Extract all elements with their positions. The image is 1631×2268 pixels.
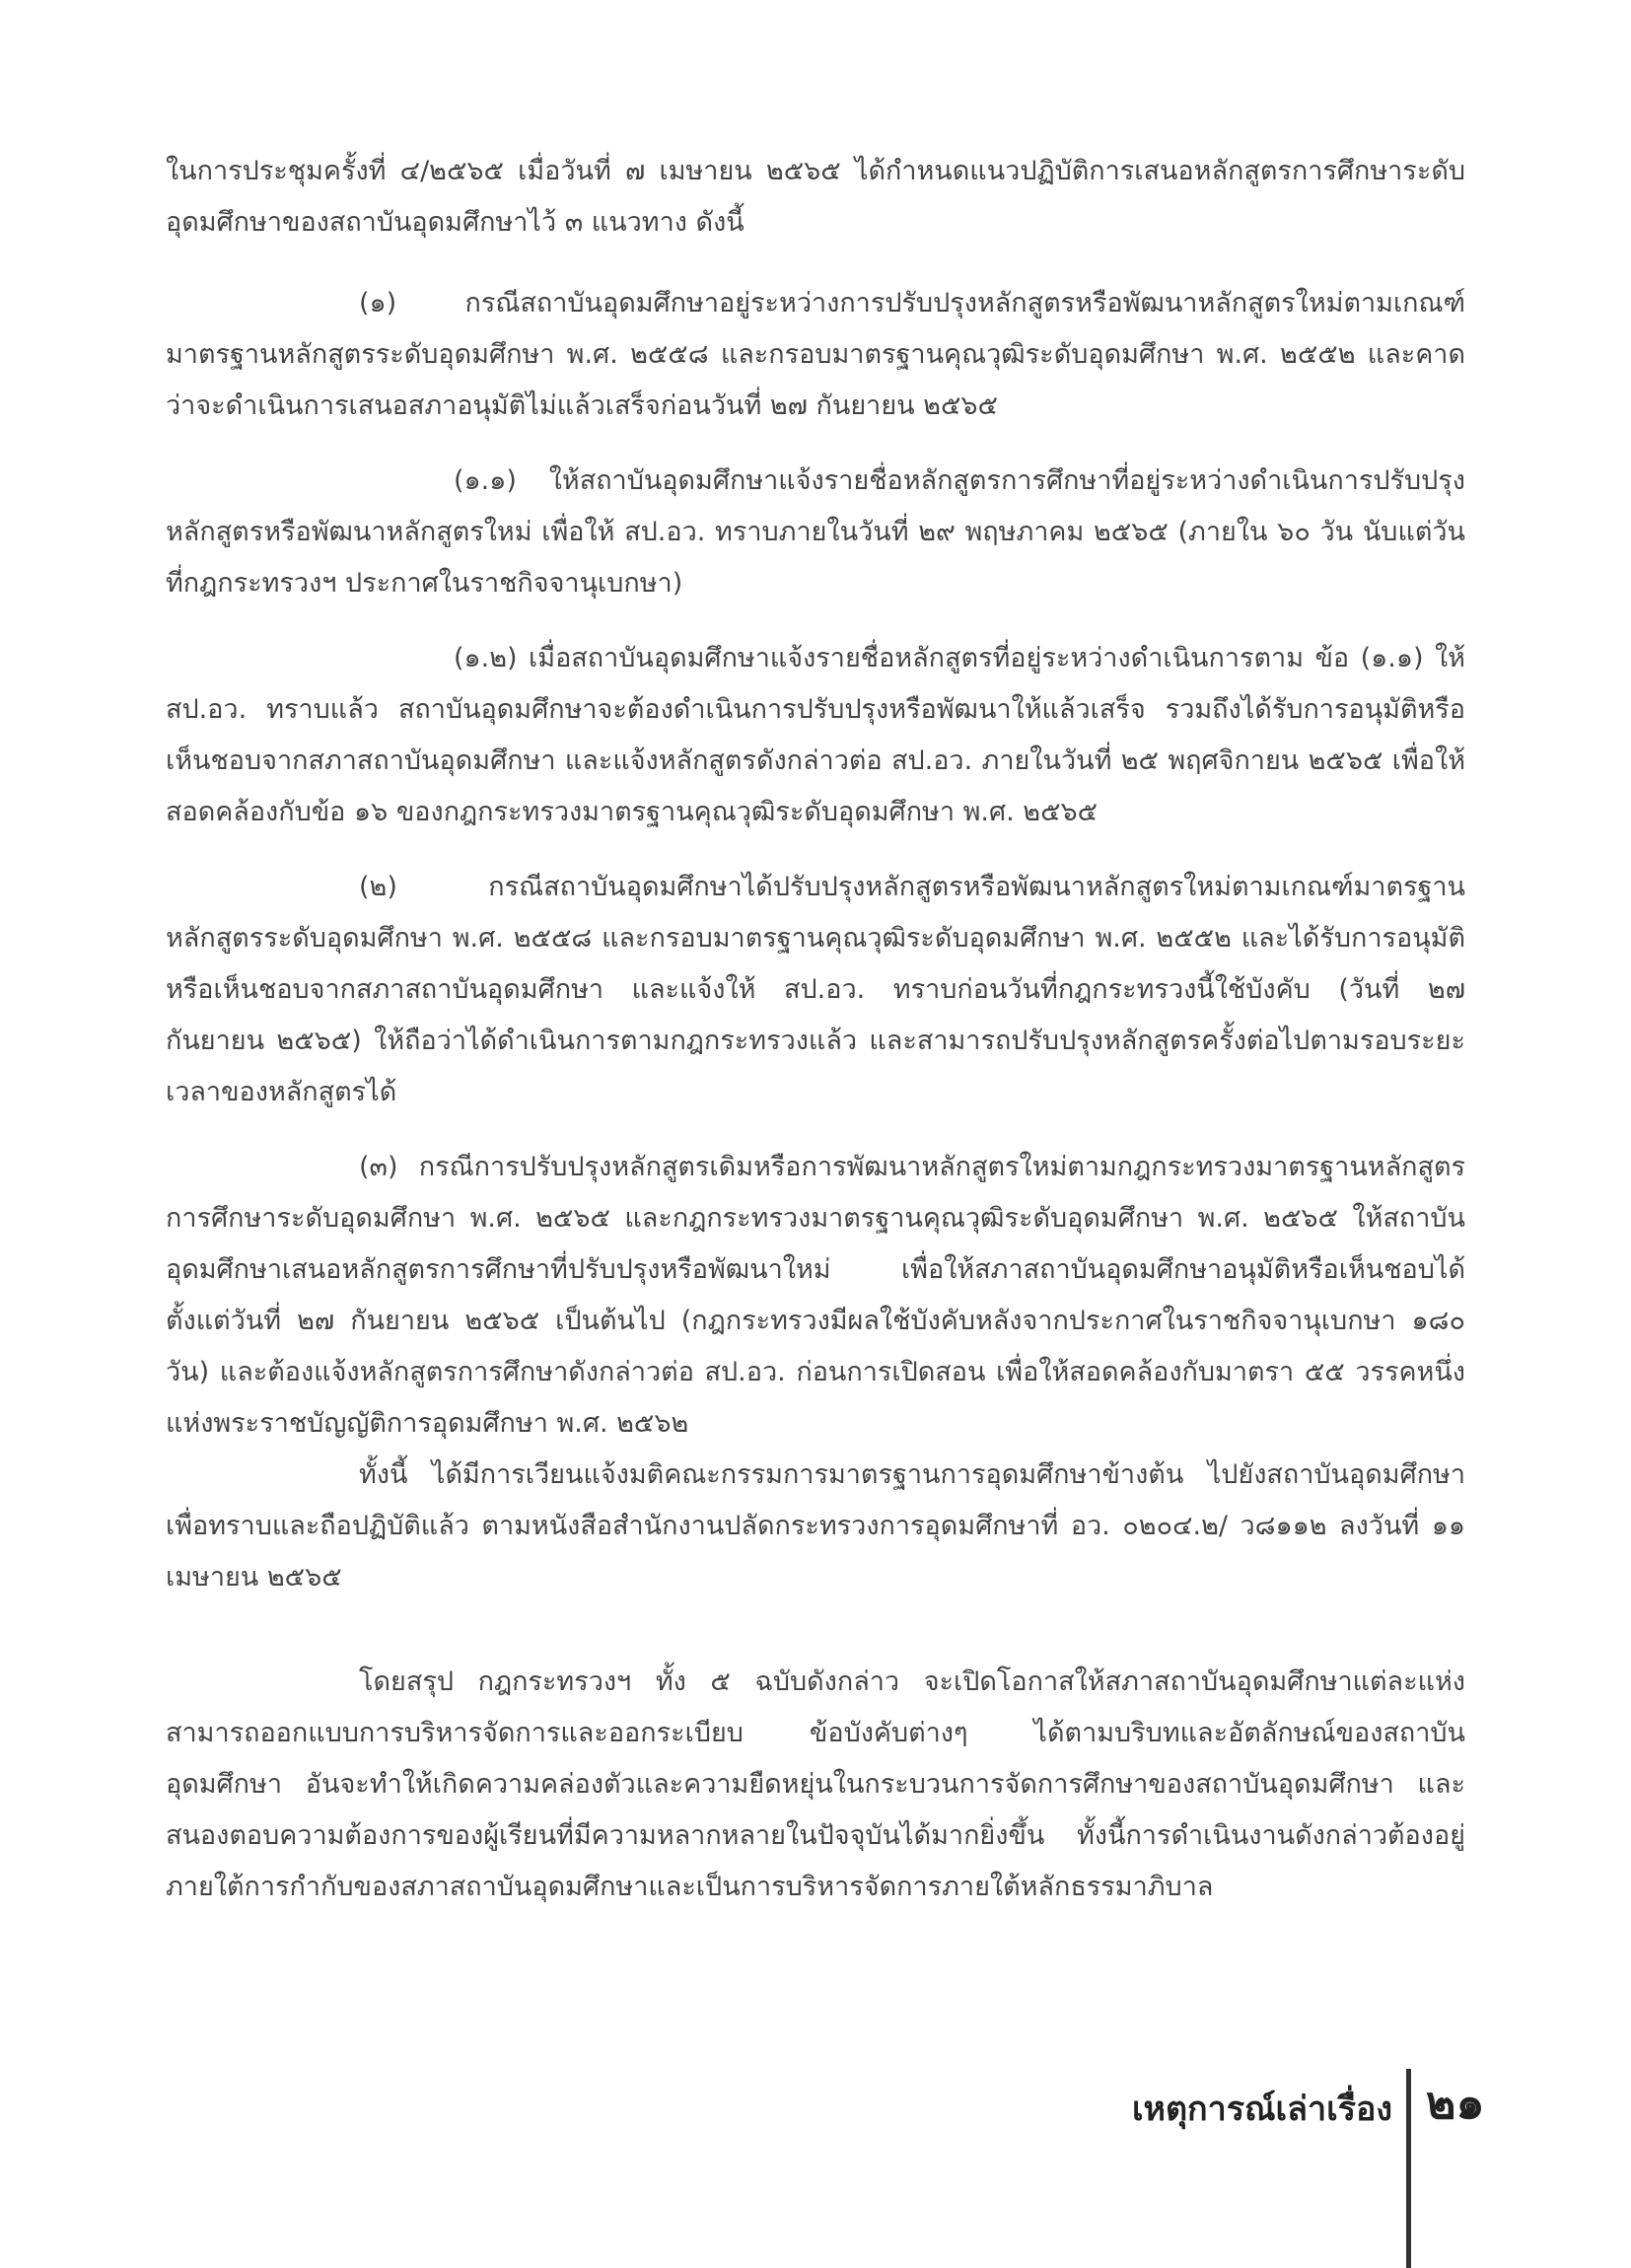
paragraph-intro: ในการประชุมครั้งที่ ๔/๒๕๖๕ เมื่อวันที่ ๗ เมษายน ๒๕๖๕ ได้กำหนดแนวปฏิบัติการเสนอหลักสูตรการศึกษาระดับอุดมศึกษาของสถาบันอุดมศึกษาไว้ ๓ แนวทาง ดังนี้ xyxy=(166,156,1465,238)
footer-section-title: เหตุการณ์เล่าเรื่อง xyxy=(1131,2090,1392,2129)
paragraph-case-2: (๒) กรณีสถาบันอุดมศึกษาได้ปรับปรุงหลักสูตรหรือพัฒนาหลักสูตรใหม่ตามเกณฑ์มาตรฐานหลักสูตรระดับอุดมศึกษา พ.ศ. ๒๕๕๘ และกรอบมาตรฐานคุณวุฒิระดับอุดมศึกษา พ.ศ. ๒๕๕๒ และได้รับการอนุมัติหรือเห็นชอบจากสภาสถาบันอุดมศึกษา และแจ้งให้ สป.อว. ทราบก่อนวันที่กฎกระทรวงนี้ใช้บังคับ (วันที่ ๒๗ กันยายน ๒๕๖๕) ให้ถือว่าได้ดำเนินการตามกฎกระทรวงแล้ว และสามารถปรับปรุงหลักสูตรครั้งต่อไปตามรอบระยะเวลาของหลักสูตรได้ xyxy=(166,872,1465,1107)
paragraph-case-1: (๑) กรณีสถาบันอุดมศึกษาอยู่ระหว่างการปรับปรุงหลักสูตรหรือพัฒนาหลักสูตรใหม่ตามเกณฑ์มาตรฐานหลักสูตรระดับอุดมศึกษา พ.ศ. ๒๕๕๘ และกรอบมาตรฐานคุณวุฒิระดับอุดมศึกษา พ.ศ. ๒๕๕๒ และคาดว่าจะดำเนินการเสนอสภาอนุมัติไม่แล้วเสร็จก่อนวันที่ ๒๗ กันยายน ๒๕๖๕ xyxy=(166,288,1465,421)
paragraph-circular: ทั้งนี้ ได้มีการเวียนแจ้งมติคณะกรรมการมาตรฐานการอุดมศึกษาข้างต้น ไปยังสถาบันอุดมศึกษาเพื่อทราบและถือปฏิบัติแล้ว ตามหนังสือสำนักงานปลัดกระทรวงการอุดมศึกษาที่ อว. ๐๒๐๔.๒/ ว๘๑๑๒ ลงวันที่ ๑๑ เมษายน ๒๕๖๕ xyxy=(166,1459,1465,1593)
paragraph-case-3: (๓) กรณีการปรับปรุงหลักสูตรเดิมหรือการพัฒนาหลักสูตรใหม่ตามกฎกระทรวงมาตรฐานหลักสูตรการศึกษาระดับอุดมศึกษา พ.ศ. ๒๕๖๕ และกฎกระทรวงมาตรฐานคุณวุฒิระดับอุดมศึกษา พ.ศ. ๒๕๖๕ ให้สถาบันอุดมศึกษาเสนอหลักสูตรการศึกษาที่ปรับปรุงหรือพัฒนาใหม่ เพื่อให้สภาสถาบันอุดมศึกษาอนุมัติหรือเห็นชอบได้ตั้งแต่วันที่ ๒๗ กันยายน ๒๕๖๕ เป็นต้นไป (กฎกระทรวงมีผลใช้บังคับหลังจากประกาศในราชกิจจานุเบกษา ๑๘๐ วัน) และต้องแจ้งหลักสูตรการศึกษาดังกล่าวต่อ สป.อว. ก่อนการเปิดสอน เพื่อให้สอดคล้องกับมาตรา ๕๕ วรรคหนึ่ง แห่งพระราชบัญญัติการอุดมศึกษา พ.ศ. ๒๕๖๒ xyxy=(166,1152,1465,1439)
paragraph-case-1-1: (๑.๑) ให้สถาบันอุดมศึกษาแจ้งรายชื่อหลักสูตรการศึกษาที่อยู่ระหว่างดำเนินการปรับปรุงหลักสูตรหรือพัฒนาหลักสูตรใหม่ เพื่อให้ สป.อว. ทราบภายในวันที่ ๒๙ พฤษภาคม ๒๕๖๕ (ภายใน ๖๐ วัน นับแต่วันที่กฎกระทรวงฯ ประกาศในราชกิจจานุเบกษา) xyxy=(166,465,1465,599)
body-text xyxy=(166,146,1465,1913)
paragraph-summary: โดยสรุป กฎกระทรวงฯ ทั้ง ๕ ฉบับดังกล่าว จะเปิดโอกาสให้สภาสถาบันอุดมศึกษาแต่ละแห่งสามารถออกแบบการบริหารจัดการและออกระเบียบ ข้อบังคับต่างๆ ได้ตามบริบทและอัตลักษณ์ของสถาบันอุดมศึกษา อันจะทำให้เกิดความคล่องตัวและความยืดหยุ่นในกระบวนการจัดการศึกษาของสถาบันอุดมศึกษา และสนองตอบความต้องการของผู้เรียนที่มีความหลากหลายในปัจจุบันได้มากยิ่งขึ้น ทั้งนี้การดำเนินงานดังกล่าวต้องอยู่ภายใต้การกำกับของสภาสถาบันอุดมศึกษาและเป็นการบริหารจัดการภายใต้หลักธรรมาภิบาล xyxy=(166,1666,1465,1902)
page-number: ๒๑ xyxy=(1426,2076,1485,2129)
footer-divider xyxy=(1406,2069,1411,2268)
paragraph-case-1-2: (๑.๒) เมื่อสถาบันอุดมศึกษาแจ้งรายชื่อหลักสูตรที่อยู่ระหว่างดำเนินการตาม ข้อ (๑.๑) ให้ สป.อว. ทราบแล้ว สถาบันอุดมศึกษาจะต้องดำเนินการปรับปรุงหรือพัฒนาให้แล้วเสร็จ รวมถึงได้รับการอนุมัติหรือเห็นชอบจากสภาสถาบันอุดมศึกษา และแจ้งหลักสูตรดังกล่าวต่อ สป.อว. ภายในวันที่ ๒๕ พฤศจิกายน ๒๕๖๕ เพื่อให้สอดคล้องกับข้อ ๑๖ ของกฎกระทรวงมาตรฐานคุณวุฒิระดับอุดมศึกษา พ.ศ. ๒๕๖๕ xyxy=(166,643,1465,827)
